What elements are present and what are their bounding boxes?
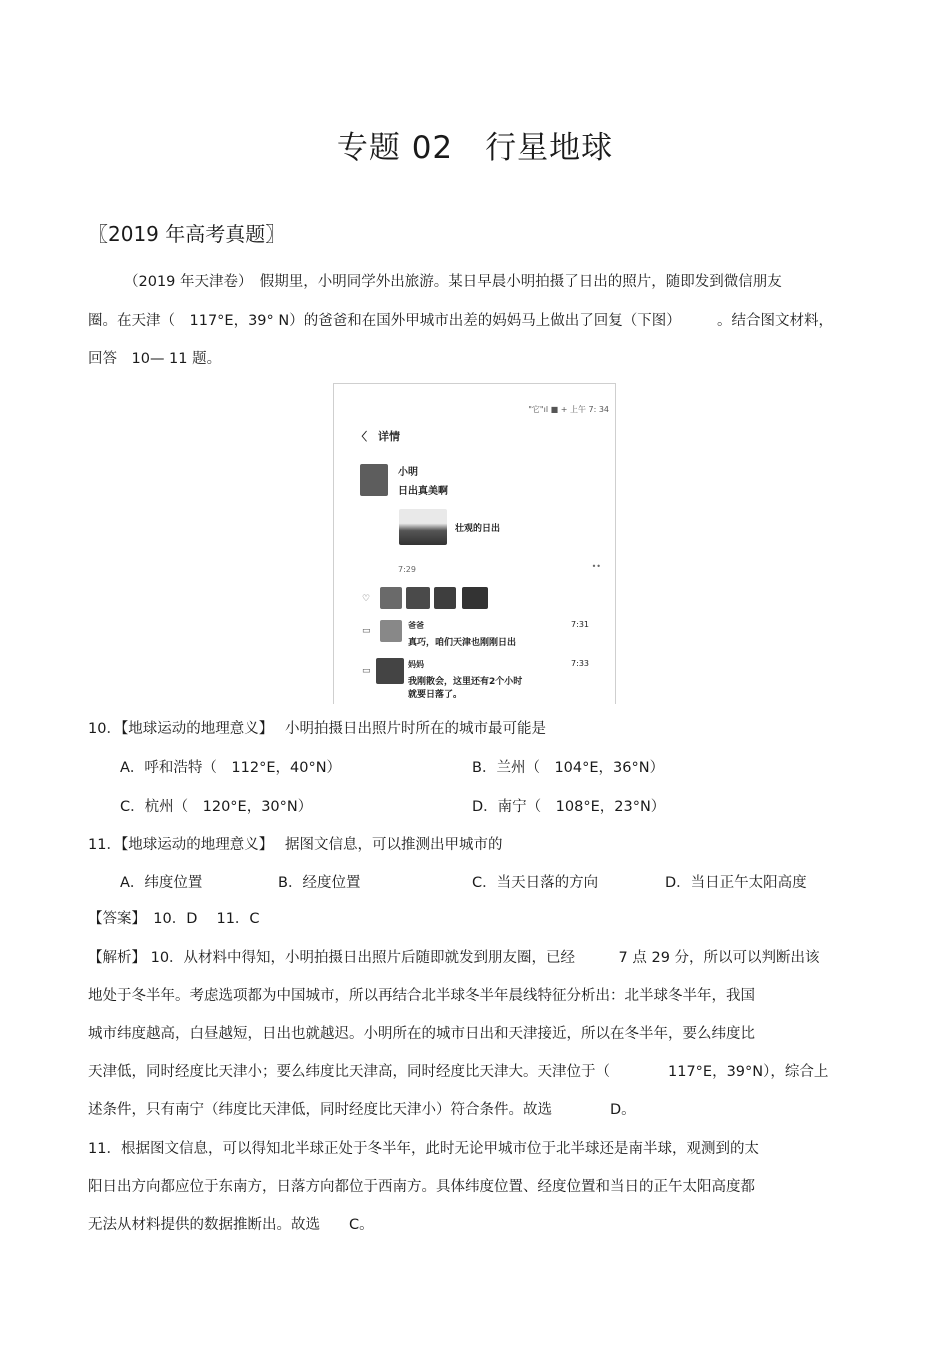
answer-line: 【答案】 10．D 11．C — [88, 911, 260, 927]
comment-name: 妈妈 — [408, 660, 424, 669]
comment-text-continued: 就要日落了。 — [408, 690, 463, 700]
like-avatar — [406, 587, 430, 609]
question-11-stem: 11．【地球运动的地理意义】 据图文信息，可以推测出甲城市的 — [88, 837, 503, 853]
question-11-option-c: C．当天日落的方向 — [472, 875, 599, 891]
section-heading: 〖2019 年高考真题〗 — [88, 222, 286, 246]
comment-avatar — [376, 658, 404, 684]
back-title: 〈 详情 — [356, 430, 400, 443]
post-text: 日出真美啊 — [398, 486, 448, 497]
comment-icon: ▭ — [362, 626, 371, 636]
page-title: 专题 02 行星地球 — [336, 130, 614, 166]
comment-text: 我刚散会，这里还有2个小时 — [408, 677, 523, 687]
avatar — [360, 464, 388, 496]
intro-line-1: （2019 年天津卷） 假期里，小明同学外出旅游。某日早晨小明拍摄了日出的照片，随即发到微信朋友 — [124, 274, 782, 290]
comment-avatar — [380, 620, 402, 642]
question-10-option-b: B．兰州（ 104°E，36°N） — [472, 760, 665, 776]
wechat-screenshot-figure — [333, 383, 616, 704]
question-10-stem: 10．【地球运动的地理意义】 小明拍摄日出照片时所在的城市最可能是 — [88, 721, 547, 737]
like-avatar — [434, 587, 456, 609]
more-icon: •• — [591, 562, 601, 571]
sunrise-photo-thumbnail — [399, 509, 447, 545]
comment-icon: ▭ — [362, 666, 371, 676]
question-11-option-d: D．当日正午太阳高度 — [665, 875, 807, 891]
analysis-line-3: 城市纬度越高，白昼越短，日出也就越迟。小明所在的城市日出和天津接近，所以在冬半年，要么纬度比 — [88, 1026, 755, 1042]
like-avatar — [462, 587, 488, 609]
like-avatar — [380, 587, 402, 609]
intro-line-2: 圈。在天津（ 117°E，39° N）的爸爸和在国外甲城市出差的妈妈马上做出了回复（下图） 。结合图文材料， — [88, 313, 833, 329]
comment-text: 真巧，咱们天津也刚刚日出 — [408, 638, 517, 648]
question-11-option-a: A．纬度位置 — [120, 875, 203, 891]
analysis-line-4: 天津低，同时经度比天津小；要么纬度比天津高，同时经度比天津大。天津位于（ 117°E，39°N），综合上 — [88, 1064, 829, 1080]
analysis-line-2: 地处于冬半年。考虑选项都为中国城市，所以再结合北半球冬半年晨线特征分析出：北半球冬半年，我国 — [88, 988, 755, 1004]
question-10-option-d: D．南宁（ 108°E，23°N） — [472, 799, 666, 815]
question-11-option-b: B．经度位置 — [278, 875, 361, 891]
analysis-line-6: 11．根据图文信息，可以得知北半球正处于冬半年，此时无论甲城市位于北半球还是南半球，观测到的太 — [88, 1141, 759, 1157]
comment-name: 爸爸 — [408, 621, 424, 630]
comment-time: 7:31 — [571, 620, 589, 629]
post-time: 7:29 — [398, 565, 416, 574]
status-bar: "它"ıl ■ + 上午 7: 34 — [528, 405, 609, 414]
question-10-option-c: C．杭州（ 120°E，30°N） — [120, 799, 313, 815]
question-10-option-a: A．呼和浩特（ 112°E，40°N） — [120, 760, 342, 776]
heart-icon: ♡ — [362, 594, 371, 604]
link-caption: 壮观的日出 — [455, 524, 501, 534]
comment-time: 7:33 — [571, 659, 589, 668]
analysis-line-7: 阳日出方向都应位于东南方，日落方向都位于西南方。具体纬度位置、经度位置和当日的正午太阳高度都 — [88, 1179, 755, 1195]
intro-line-3: 回答 10— 11 题。 — [88, 351, 222, 367]
analysis-line-1: 【解析】 10．从材料中得知，小明拍摄日出照片后随即就发到朋友圈，已经 7 点 29 分，所以可以判断出该 — [88, 950, 820, 966]
analysis-line-8: 无法从材料提供的数据推断出。故选 C。 — [88, 1217, 374, 1233]
analysis-line-5: 述条件，只有南宁（纬度比天津低，同时经度比天津小）符合条件。故选 D。 — [88, 1102, 636, 1118]
poster-name: 小明 — [398, 467, 418, 478]
